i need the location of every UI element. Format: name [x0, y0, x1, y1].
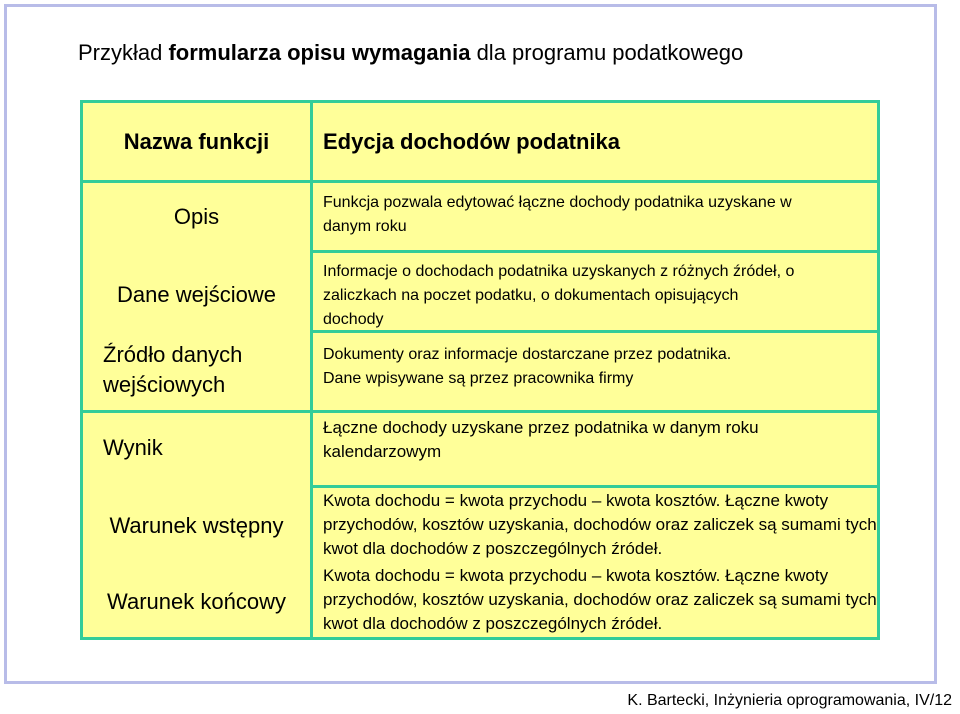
- label-result: Wynik: [103, 435, 163, 460]
- value-result: Łączne dochody uzyskane przez podatnika w danym roku kalendarzowym: [323, 418, 759, 461]
- title-emphasis: formularza opisu wymagania: [168, 40, 471, 65]
- row-divider: [310, 485, 877, 488]
- row-divider: [310, 250, 877, 253]
- slide-title: [78, 40, 743, 66]
- footer-citation: K. Bartecki, Inżynieria oprogramowania, IV/12: [627, 692, 952, 709]
- title-prefix: Przykład: [78, 40, 169, 65]
- label-function-name: Nazwa funkcji: [123, 129, 270, 154]
- value-input-data: Informacje o dochodach podatnika uzyskanych z różnych źródeł, o zaliczkach na poczet podatku, o dokumentach opisujących dochody: [323, 263, 795, 328]
- row-divider: [83, 410, 877, 413]
- label-description: Opis: [173, 204, 220, 229]
- value-description: Funkcja pozwala edytować łączne dochody podatnika uzyskane w danym roku: [323, 194, 792, 235]
- title-suffix: dla programu podatkowego: [470, 40, 744, 65]
- value-function-name: Edycja dochodów podatnika: [323, 129, 621, 154]
- label-precondition: Warunek wstępny: [109, 513, 284, 538]
- label-input-data: Dane wejściowe: [117, 282, 276, 307]
- label-postcondition: Warunek końcowy: [107, 589, 286, 614]
- requirement-form-table: [80, 100, 880, 640]
- value-input-source: Dokumenty oraz informacje dostarczane przez podatnika. Dane wpisywane są przez pracownika firmy: [323, 346, 732, 387]
- value-precondition: Kwota dochodu = kwota przychodu – kwota kosztów. Łączne kwoty przychodów, kosztów uzyskania, dochodów oraz zaliczek są sumami tych kwot dla dochodów z poszczególnych źródeł.: [323, 491, 877, 558]
- row-divider: [83, 180, 877, 183]
- column-divider: [310, 103, 313, 637]
- value-postcondition: Kwota dochodu = kwota przychodu – kwota kosztów. Łączne kwoty przychodów, kosztów uzyskania, dochodów oraz zaliczek są sumami tych kwot dla dochodów z poszczególnych źródeł.: [323, 566, 877, 633]
- label-input-source: Źródło danych wejściowych: [103, 342, 243, 397]
